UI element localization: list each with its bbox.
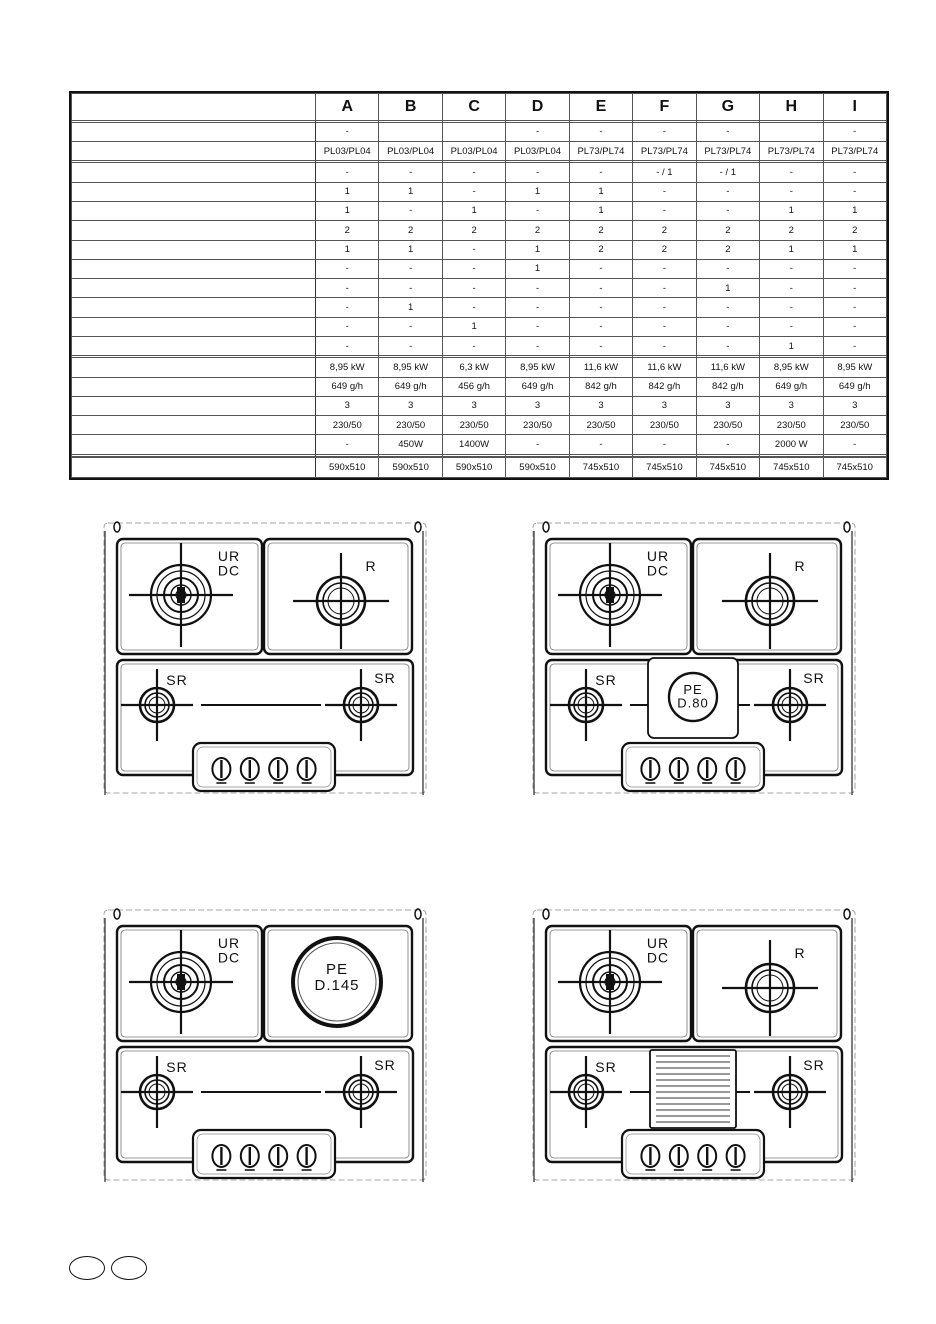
table-cell: - bbox=[506, 337, 569, 356]
table-cell: 1 bbox=[760, 240, 823, 259]
knob-mark bbox=[302, 1169, 312, 1171]
table-cell: - bbox=[823, 317, 887, 336]
table-cell bbox=[379, 122, 442, 141]
table-cell: PL03/PL04 bbox=[442, 142, 505, 161]
table-cell: 1 bbox=[379, 240, 442, 259]
table-cell: 3 bbox=[442, 396, 505, 415]
table-cell: 2 bbox=[316, 221, 379, 240]
hotplate-label-line: PE bbox=[683, 682, 703, 697]
knob-mark bbox=[302, 782, 312, 784]
table-cell: 3 bbox=[633, 396, 696, 415]
table-cell: - bbox=[569, 279, 632, 298]
table-cell: PL03/PL04 bbox=[379, 142, 442, 161]
hotplate-label-line: PE bbox=[325, 961, 349, 978]
table-cell: 2 bbox=[760, 221, 823, 240]
table-header-row bbox=[72, 94, 887, 121]
table-cell: 590x510 bbox=[506, 458, 569, 478]
language-badges bbox=[69, 1256, 149, 1286]
column-header-i: I bbox=[823, 94, 887, 121]
table-cell: 3 bbox=[696, 396, 759, 415]
table-cell: 3 bbox=[823, 396, 887, 415]
row-label bbox=[72, 337, 316, 356]
table-cell: - bbox=[569, 337, 632, 356]
table-cell: 6,3 kW bbox=[442, 358, 505, 377]
table-cell: - bbox=[823, 298, 887, 317]
row-label bbox=[72, 221, 316, 240]
table-cell: - bbox=[760, 182, 823, 201]
table-cell: 11,6 kW bbox=[633, 358, 696, 377]
hob-drawing-2 bbox=[530, 513, 860, 803]
column-header-a: A bbox=[316, 94, 379, 121]
table-cell: - / 1 bbox=[633, 163, 696, 182]
table-cell: - bbox=[696, 298, 759, 317]
hob-drawing-4 bbox=[530, 900, 860, 1190]
table-cell: - bbox=[569, 122, 632, 141]
table-cell: - bbox=[316, 317, 379, 336]
burner-label bbox=[647, 548, 669, 579]
fixing-hole bbox=[415, 522, 421, 532]
table-cell: - bbox=[316, 337, 379, 356]
table-cell: 649 g/h bbox=[823, 377, 887, 396]
table-cell: - bbox=[379, 337, 442, 356]
table-cell: - bbox=[696, 317, 759, 336]
table-cell: PL73/PL74 bbox=[823, 142, 887, 161]
table-cell: 8,95 kW bbox=[316, 358, 379, 377]
row-label bbox=[72, 358, 316, 377]
burner-label-line: R bbox=[365, 558, 377, 574]
table-cell: - bbox=[316, 279, 379, 298]
table-cell: 230/50 bbox=[696, 416, 759, 435]
knob-mark bbox=[645, 782, 655, 784]
table-row bbox=[72, 201, 887, 220]
table-cell: - bbox=[633, 317, 696, 336]
table-cell bbox=[760, 122, 823, 141]
knob-mark bbox=[702, 1169, 712, 1171]
burner-triple-crown-igniter bbox=[606, 974, 614, 990]
table-row bbox=[72, 458, 887, 478]
knob-mark bbox=[273, 1169, 283, 1171]
table-cell: - bbox=[569, 298, 632, 317]
table-cell: 842 g/h bbox=[696, 377, 759, 396]
row-label-header bbox=[72, 94, 316, 121]
table-cell: 1 bbox=[760, 201, 823, 220]
table-cell: - bbox=[506, 298, 569, 317]
table-cell: 745x510 bbox=[696, 458, 759, 478]
table-cell: - / 1 bbox=[696, 163, 759, 182]
knob-mark bbox=[731, 1169, 741, 1171]
row-label bbox=[72, 416, 316, 435]
burner-label-line: UR bbox=[217, 548, 241, 564]
burner-label bbox=[374, 670, 395, 686]
table-cell: 230/50 bbox=[442, 416, 505, 435]
column-header-h: H bbox=[760, 94, 823, 121]
language-badge-1 bbox=[69, 1256, 105, 1280]
table-cell: 2 bbox=[506, 221, 569, 240]
table-row bbox=[72, 377, 887, 396]
fixing-hole bbox=[114, 909, 120, 919]
column-header-b: B bbox=[379, 94, 442, 121]
table-cell: - bbox=[760, 298, 823, 317]
control-panel bbox=[622, 1130, 764, 1178]
control-panel bbox=[193, 743, 335, 791]
burner-label bbox=[647, 935, 669, 966]
table-cell: - bbox=[696, 337, 759, 356]
burner-triple-crown-igniter bbox=[177, 587, 185, 603]
burner-label bbox=[365, 558, 376, 574]
fixing-hole bbox=[415, 909, 421, 919]
table-row bbox=[72, 298, 887, 317]
table-row bbox=[72, 122, 887, 141]
hob-svg-4 bbox=[530, 900, 860, 1190]
table-cell: 2 bbox=[442, 221, 505, 240]
table-cell: 1 bbox=[506, 240, 569, 259]
burner-label-line: R bbox=[794, 558, 806, 574]
table-cell: 1 bbox=[316, 201, 379, 220]
table-cell: - bbox=[760, 259, 823, 278]
table-cell: - bbox=[633, 298, 696, 317]
row-label bbox=[72, 122, 316, 141]
table-cell: - bbox=[506, 317, 569, 336]
table-cell: 3 bbox=[506, 396, 569, 415]
table-cell: - bbox=[506, 163, 569, 182]
knob-mark bbox=[674, 1169, 684, 1171]
table-cell: - bbox=[379, 259, 442, 278]
column-header-d: D bbox=[506, 94, 569, 121]
knob-mark bbox=[645, 1169, 655, 1171]
table-cell: - bbox=[506, 435, 569, 454]
table-row bbox=[72, 435, 887, 454]
table-row bbox=[72, 279, 887, 298]
table-cell: 2 bbox=[823, 221, 887, 240]
table-cell: 450W bbox=[379, 435, 442, 454]
table-cell: 1 bbox=[760, 337, 823, 356]
burner-label bbox=[803, 670, 824, 686]
table-row bbox=[72, 396, 887, 415]
table-cell: - bbox=[316, 435, 379, 454]
burner-label-line: SR bbox=[166, 1059, 188, 1075]
table-cell: - bbox=[696, 259, 759, 278]
table-cell: 8,95 kW bbox=[379, 358, 442, 377]
knob-mark bbox=[731, 782, 741, 784]
table-cell: - bbox=[506, 201, 569, 220]
table-cell: 230/50 bbox=[760, 416, 823, 435]
table-cell: 1 bbox=[823, 240, 887, 259]
table-cell: - bbox=[633, 337, 696, 356]
table-cell: 649 g/h bbox=[506, 377, 569, 396]
table-cell: 230/50 bbox=[823, 416, 887, 435]
table-cell: - bbox=[696, 201, 759, 220]
fixing-hole bbox=[543, 522, 549, 532]
row-label bbox=[72, 240, 316, 259]
hob-svg-2 bbox=[530, 513, 860, 803]
table-cell: PL73/PL74 bbox=[760, 142, 823, 161]
table-cell: 8,95 kW bbox=[506, 358, 569, 377]
table-cell: 1 bbox=[316, 182, 379, 201]
table-cell: 11,6 kW bbox=[569, 358, 632, 377]
hob-svg-1 bbox=[101, 513, 431, 803]
burner-label bbox=[374, 1057, 395, 1073]
table-row bbox=[72, 142, 887, 161]
table-cell: - bbox=[316, 298, 379, 317]
burner-label-line: DC bbox=[217, 949, 241, 966]
table-cell: 1 bbox=[696, 279, 759, 298]
knob-mark bbox=[273, 782, 283, 784]
table-cell: PL73/PL74 bbox=[569, 142, 632, 161]
table-cell: 2 bbox=[569, 221, 632, 240]
burner-label-line: SR bbox=[595, 672, 617, 688]
table-cell: - bbox=[823, 279, 887, 298]
table-row bbox=[72, 416, 887, 435]
hob-svg-3 bbox=[101, 900, 431, 1190]
table-cell: - bbox=[442, 182, 505, 201]
spec-table-grid bbox=[71, 93, 887, 478]
row-label bbox=[72, 377, 316, 396]
table-row bbox=[72, 182, 887, 201]
table-cell: 2 bbox=[696, 240, 759, 259]
table-cell: - bbox=[633, 201, 696, 220]
burner-label-line: DC bbox=[646, 949, 670, 966]
table-cell: 2 bbox=[633, 240, 696, 259]
table-cell: - bbox=[442, 163, 505, 182]
table-cell: - bbox=[696, 182, 759, 201]
row-label bbox=[72, 163, 316, 182]
row-label bbox=[72, 142, 316, 161]
knob-mark bbox=[674, 782, 684, 784]
burner-label-line: DC bbox=[646, 562, 670, 579]
table-cell: 1 bbox=[442, 317, 505, 336]
fixing-hole bbox=[543, 909, 549, 919]
table-cell: 1 bbox=[506, 182, 569, 201]
table-cell: 3 bbox=[760, 396, 823, 415]
row-label bbox=[72, 435, 316, 454]
burner-triple-crown-igniter bbox=[177, 974, 185, 990]
table-cell: - bbox=[442, 298, 505, 317]
burner-label-line: DC bbox=[217, 562, 241, 579]
table-cell: - bbox=[316, 163, 379, 182]
burner-label-line: SR bbox=[803, 1057, 825, 1073]
table-row bbox=[72, 317, 887, 336]
table-cell: - bbox=[569, 163, 632, 182]
burner-label bbox=[166, 1059, 187, 1075]
table-cell: - bbox=[569, 435, 632, 454]
table-cell: - bbox=[696, 122, 759, 141]
table-cell: - bbox=[506, 122, 569, 141]
table-cell: 8,95 kW bbox=[760, 358, 823, 377]
row-label bbox=[72, 201, 316, 220]
row-label bbox=[72, 317, 316, 336]
table-row bbox=[72, 358, 887, 377]
table-cell: 590x510 bbox=[442, 458, 505, 478]
burner-label-line: SR bbox=[595, 1059, 617, 1075]
knob-mark bbox=[245, 782, 255, 784]
table-cell: - bbox=[316, 259, 379, 278]
row-label bbox=[72, 279, 316, 298]
burner-label-line: SR bbox=[166, 672, 188, 688]
knob-mark bbox=[245, 1169, 255, 1171]
burner-label bbox=[166, 672, 187, 688]
table-cell: - bbox=[823, 435, 887, 454]
knob-mark bbox=[216, 782, 226, 784]
fixing-hole bbox=[114, 522, 120, 532]
hotplate-label-line: D.145 bbox=[314, 976, 360, 994]
table-cell: - bbox=[442, 279, 505, 298]
burner-label bbox=[794, 945, 805, 961]
column-header-f: F bbox=[633, 94, 696, 121]
table-cell: 842 g/h bbox=[633, 377, 696, 396]
fixing-hole bbox=[844, 909, 850, 919]
table-cell: 842 g/h bbox=[569, 377, 632, 396]
burner-label bbox=[218, 548, 240, 579]
table-cell: PL73/PL74 bbox=[633, 142, 696, 161]
fixing-hole bbox=[844, 522, 850, 532]
table-cell: - bbox=[760, 163, 823, 182]
burner-label bbox=[218, 935, 240, 966]
table-cell: 649 g/h bbox=[316, 377, 379, 396]
table-cell: 745x510 bbox=[823, 458, 887, 478]
table-cell: - bbox=[442, 240, 505, 259]
control-panel bbox=[622, 743, 764, 791]
table-cell: PL03/PL04 bbox=[506, 142, 569, 161]
table-cell: 3 bbox=[316, 396, 379, 415]
table-cell: 2 bbox=[569, 240, 632, 259]
table-cell: 11,6 kW bbox=[696, 358, 759, 377]
table-cell: - bbox=[442, 337, 505, 356]
burner-label bbox=[595, 672, 616, 688]
table-cell: - bbox=[823, 259, 887, 278]
table-cell: 745x510 bbox=[760, 458, 823, 478]
table-cell: 745x510 bbox=[633, 458, 696, 478]
table-cell: - bbox=[633, 122, 696, 141]
table-cell: 745x510 bbox=[569, 458, 632, 478]
table-cell: 1 bbox=[506, 259, 569, 278]
table-cell: 1 bbox=[569, 182, 632, 201]
table-cell: 649 g/h bbox=[379, 377, 442, 396]
table-cell: - bbox=[760, 279, 823, 298]
table-cell: - bbox=[633, 279, 696, 298]
table-row bbox=[72, 163, 887, 182]
table-cell: - bbox=[696, 435, 759, 454]
table-cell: - bbox=[633, 435, 696, 454]
table-cell: 2 bbox=[696, 221, 759, 240]
spec-table bbox=[69, 91, 889, 480]
burner-label-line: SR bbox=[803, 670, 825, 686]
table-cell: 3 bbox=[569, 396, 632, 415]
table-cell: - bbox=[569, 317, 632, 336]
column-header-g: G bbox=[696, 94, 759, 121]
knob-mark bbox=[702, 782, 712, 784]
table-cell: 8,95 kW bbox=[823, 358, 887, 377]
table-cell: PL03/PL04 bbox=[316, 142, 379, 161]
table-cell: - bbox=[569, 259, 632, 278]
control-panel bbox=[193, 1130, 335, 1178]
table-cell: 590x510 bbox=[316, 458, 379, 478]
table-cell: - bbox=[760, 317, 823, 336]
burner-label bbox=[794, 558, 805, 574]
table-cell: 1 bbox=[379, 182, 442, 201]
burner-label bbox=[595, 1059, 616, 1075]
language-badge-2 bbox=[111, 1256, 147, 1280]
table-cell: 3 bbox=[379, 396, 442, 415]
row-label bbox=[72, 259, 316, 278]
burner-triple-crown-igniter bbox=[606, 587, 614, 603]
column-header-e: E bbox=[569, 94, 632, 121]
table-cell: 456 g/h bbox=[442, 377, 505, 396]
table-cell: - bbox=[823, 337, 887, 356]
table-cell: - bbox=[823, 122, 887, 141]
row-label bbox=[72, 182, 316, 201]
row-label bbox=[72, 396, 316, 415]
table-cell: 2 bbox=[633, 221, 696, 240]
table-cell bbox=[442, 122, 505, 141]
hob-drawing-3 bbox=[101, 900, 431, 1190]
table-cell: - bbox=[823, 163, 887, 182]
table-cell: 590x510 bbox=[379, 458, 442, 478]
table-cell: 230/50 bbox=[506, 416, 569, 435]
table-cell: 1400W bbox=[442, 435, 505, 454]
table-cell: PL73/PL74 bbox=[696, 142, 759, 161]
burner-label-line: SR bbox=[374, 1057, 396, 1073]
burner-label-line: UR bbox=[217, 935, 241, 951]
table-cell: - bbox=[379, 163, 442, 182]
burner-label-line: R bbox=[794, 945, 806, 961]
table-cell: - bbox=[442, 259, 505, 278]
table-cell: - bbox=[506, 279, 569, 298]
table-cell: - bbox=[633, 259, 696, 278]
burner-label bbox=[803, 1057, 824, 1073]
table-cell: 1 bbox=[442, 201, 505, 220]
table-cell: 230/50 bbox=[569, 416, 632, 435]
table-cell: 230/50 bbox=[633, 416, 696, 435]
row-label bbox=[72, 298, 316, 317]
table-cell: - bbox=[379, 317, 442, 336]
table-cell: 2 bbox=[379, 221, 442, 240]
table-cell: 230/50 bbox=[316, 416, 379, 435]
burner-label-line: SR bbox=[374, 670, 396, 686]
table-cell: - bbox=[316, 122, 379, 141]
table-cell: 1 bbox=[569, 201, 632, 220]
table-body bbox=[72, 121, 887, 478]
table-row bbox=[72, 240, 887, 259]
burner-label-line: UR bbox=[646, 935, 670, 951]
table-cell: 1 bbox=[823, 201, 887, 220]
table-cell: - bbox=[633, 182, 696, 201]
table-cell: 230/50 bbox=[379, 416, 442, 435]
table-cell: - bbox=[379, 201, 442, 220]
table-row bbox=[72, 337, 887, 356]
table-row bbox=[72, 259, 887, 278]
row-label bbox=[72, 458, 316, 478]
table-cell: 1 bbox=[379, 298, 442, 317]
hotplate-label-line: D.80 bbox=[677, 695, 709, 711]
column-header-c: C bbox=[442, 94, 505, 121]
table-cell: 1 bbox=[316, 240, 379, 259]
hotplate-label bbox=[314, 961, 359, 994]
burner-label-line: UR bbox=[646, 548, 670, 564]
hob-drawing-1 bbox=[101, 513, 431, 803]
table-cell: - bbox=[823, 182, 887, 201]
table-cell: 649 g/h bbox=[760, 377, 823, 396]
table-cell: - bbox=[379, 279, 442, 298]
table-cell: 2000 W bbox=[760, 435, 823, 454]
table-row bbox=[72, 221, 887, 240]
knob-mark bbox=[216, 1169, 226, 1171]
